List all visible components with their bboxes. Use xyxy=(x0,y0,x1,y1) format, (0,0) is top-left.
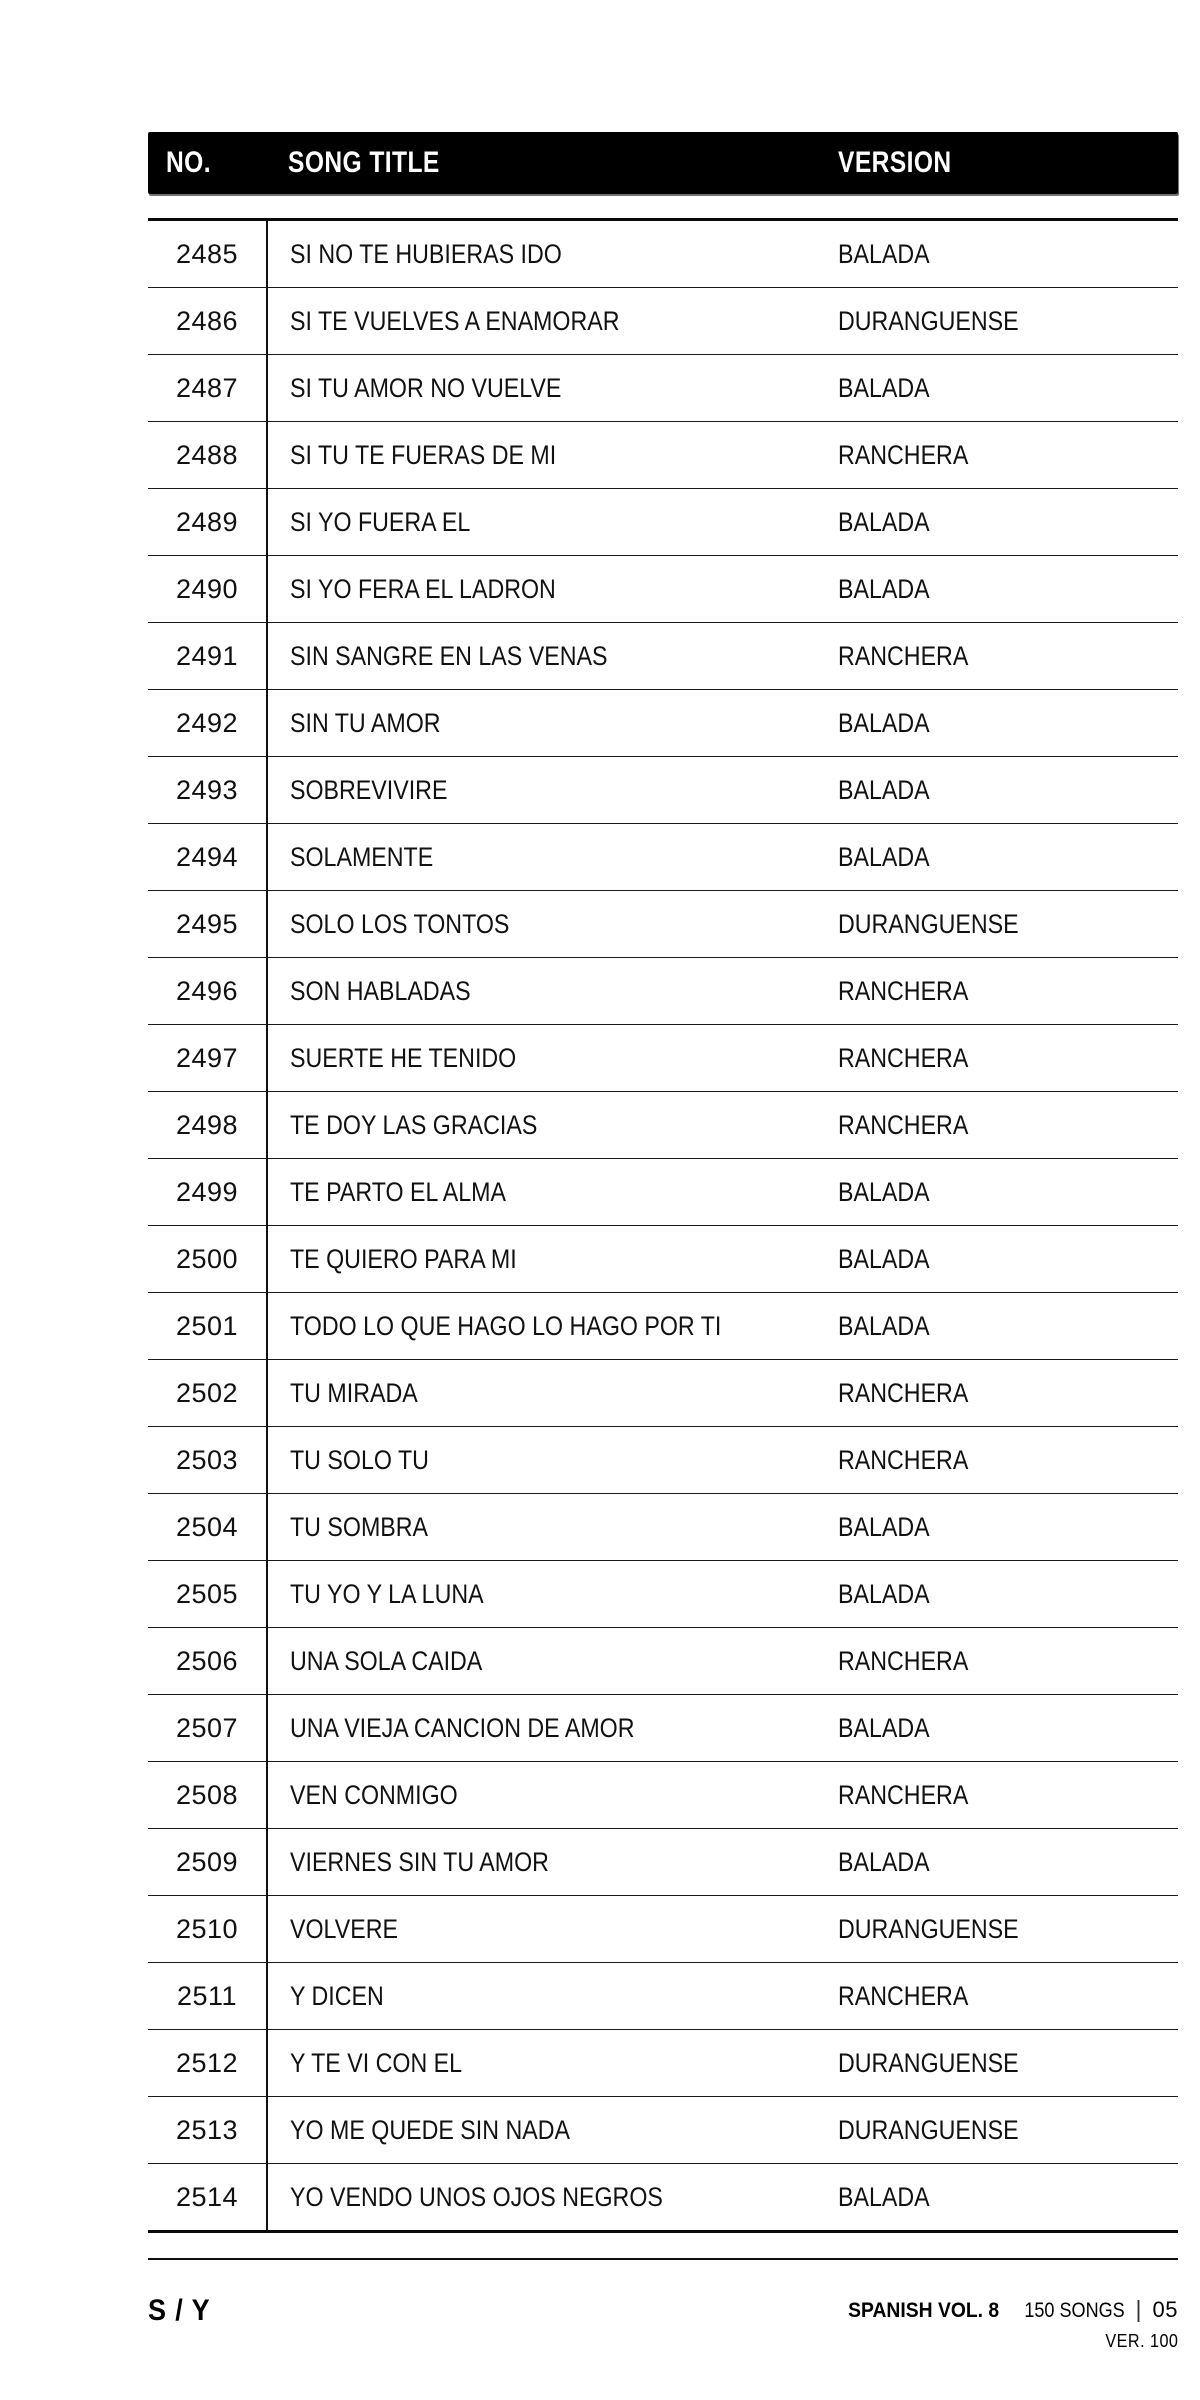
song-number: 2500 xyxy=(175,1243,239,1274)
footer-divider xyxy=(148,2258,1178,2260)
song-version: BALADA xyxy=(838,841,930,872)
song-version: BALADA xyxy=(838,238,930,269)
song-title: VIERNES SIN TU AMOR xyxy=(290,1846,549,1877)
table-row xyxy=(148,1628,1178,1695)
song-title: VEN CONMIGO xyxy=(290,1779,458,1810)
song-number: 2493 xyxy=(175,774,239,805)
song-version: BALADA xyxy=(838,573,930,604)
song-version: BALADA xyxy=(838,1578,930,1609)
song-version: BALADA xyxy=(838,372,930,403)
song-title: SUERTE HE TENIDO xyxy=(290,1042,517,1073)
song-title: SI YO FERA EL LADRON xyxy=(290,573,556,604)
song-title: UNA VIEJA CANCION DE AMOR xyxy=(290,1712,635,1743)
song-number: 2504 xyxy=(175,1511,239,1542)
table-row xyxy=(148,757,1178,824)
table-body xyxy=(148,218,1178,2233)
table-row xyxy=(148,1762,1178,1829)
song-title: TE QUIERO PARA MI xyxy=(290,1243,517,1274)
footer-meta xyxy=(835,2296,1178,2352)
song-number: 2510 xyxy=(175,1913,239,1944)
song-title: YO VENDO UNOS OJOS NEGROS xyxy=(290,2181,663,2212)
table-row xyxy=(148,958,1178,1025)
song-version: RANCHERA xyxy=(838,975,969,1006)
table-row xyxy=(148,1494,1178,1561)
song-number: 2507 xyxy=(175,1712,239,1743)
song-title: SOBREVIVIRE xyxy=(290,774,448,805)
song-number: 2512 xyxy=(175,2047,239,2078)
column-header-song-title: SONG TITLE xyxy=(288,146,440,179)
song-title: TU YO Y LA LUNA xyxy=(290,1578,484,1609)
song-version: DURANGUENSE xyxy=(838,908,1019,939)
song-title: TE DOY LAS GRACIAS xyxy=(290,1109,538,1140)
song-title: VOLVERE xyxy=(290,1913,398,1944)
song-title: SOLAMENTE xyxy=(290,841,434,872)
table-row xyxy=(148,2097,1178,2164)
song-version: BALADA xyxy=(838,2181,930,2212)
song-title: SI TU TE FUERAS DE MI xyxy=(290,439,557,470)
song-version: RANCHERA xyxy=(838,1042,969,1073)
song-number: 2485 xyxy=(175,238,239,269)
song-number: 2503 xyxy=(175,1444,239,1475)
song-version: DURANGUENSE xyxy=(838,1913,1019,1944)
column-header-version: VERSION xyxy=(838,146,952,179)
song-title: SI NO TE HUBIERAS IDO xyxy=(290,238,562,269)
table-row xyxy=(148,2164,1178,2230)
song-title: SI TU AMOR NO VUELVE xyxy=(290,372,562,403)
song-number: 2487 xyxy=(175,372,239,403)
song-number: 2488 xyxy=(175,439,239,470)
song-title: Y DICEN xyxy=(290,1980,384,2011)
table-row xyxy=(148,556,1178,623)
table-row xyxy=(148,1896,1178,1963)
song-number: 2514 xyxy=(175,2181,239,2212)
footer-volume: SPANISH VOL. 8 xyxy=(847,2299,999,2322)
song-title: Y TE VI CON EL xyxy=(290,2047,463,2078)
song-version: BALADA xyxy=(838,1176,930,1207)
song-version: DURANGUENSE xyxy=(838,2114,1019,2145)
song-version: RANCHERA xyxy=(838,640,969,671)
footer-section-range: S / Y xyxy=(148,2294,211,2327)
table-row xyxy=(148,824,1178,891)
table-row xyxy=(148,2030,1178,2097)
table-row xyxy=(148,1360,1178,1427)
table-row xyxy=(148,1427,1178,1494)
song-number: 2494 xyxy=(175,841,239,872)
table-row xyxy=(148,623,1178,690)
song-number: 2505 xyxy=(175,1578,239,1609)
song-version: BALADA xyxy=(838,1846,930,1877)
song-title: YO ME QUEDE SIN NADA xyxy=(290,2114,570,2145)
song-version: DURANGUENSE xyxy=(838,2047,1019,2078)
song-number: 2490 xyxy=(175,573,239,604)
song-number: 2491 xyxy=(175,640,239,671)
table-row xyxy=(148,288,1178,355)
table-row xyxy=(148,1159,1178,1226)
song-number: 2506 xyxy=(175,1645,239,1676)
song-version: DURANGUENSE xyxy=(838,305,1019,336)
song-version: BALADA xyxy=(838,774,930,805)
table-row xyxy=(148,1226,1178,1293)
song-number: 2502 xyxy=(175,1377,239,1408)
table-row xyxy=(148,1695,1178,1762)
song-version: BALADA xyxy=(838,1511,930,1542)
song-number: 2513 xyxy=(175,2114,239,2145)
song-title: TU SOLO TU xyxy=(290,1444,429,1475)
table-header-bar xyxy=(148,132,1178,194)
song-version: RANCHERA xyxy=(838,1109,969,1140)
song-number: 2486 xyxy=(175,305,239,336)
song-number: 2508 xyxy=(175,1779,239,1810)
song-number: 2511 xyxy=(176,1980,238,2011)
song-version: BALADA xyxy=(838,1243,930,1274)
table-row xyxy=(148,1293,1178,1360)
song-title: SOLO LOS TONTOS xyxy=(290,908,510,939)
song-title: TODO LO QUE HAGO LO HAGO POR TI xyxy=(290,1310,722,1341)
song-title: TU MIRADA xyxy=(290,1377,418,1408)
song-title: UNA SOLA CAIDA xyxy=(290,1645,483,1676)
song-title: SIN TU AMOR xyxy=(290,707,441,738)
song-version: BALADA xyxy=(838,1712,930,1743)
song-version: RANCHERA xyxy=(838,1377,969,1408)
footer-page-number: 05 xyxy=(1152,2297,1178,2322)
song-version: RANCHERA xyxy=(838,1779,969,1810)
table-row xyxy=(148,1092,1178,1159)
song-list-table xyxy=(148,132,1178,2233)
song-number: 2501 xyxy=(175,1310,239,1341)
song-title: TE PARTO EL ALMA xyxy=(290,1176,506,1207)
song-number: 2496 xyxy=(175,975,239,1006)
table-row xyxy=(148,355,1178,422)
song-version: BALADA xyxy=(838,707,930,738)
song-number: 2499 xyxy=(175,1176,239,1207)
column-header-no: NO. xyxy=(166,146,211,179)
table-row xyxy=(148,221,1178,288)
song-version: RANCHERA xyxy=(838,1444,969,1475)
footer-version: VER. 100 xyxy=(1105,2331,1178,2351)
table-row xyxy=(148,489,1178,556)
song-number: 2489 xyxy=(175,506,239,537)
table-row xyxy=(148,690,1178,757)
table-row xyxy=(148,1025,1178,1092)
table-row xyxy=(148,1829,1178,1896)
song-number: 2497 xyxy=(175,1042,239,1073)
footer-song-count: 150 SONGS xyxy=(1024,2299,1125,2322)
song-title: SI TE VUELVES A ENAMORAR xyxy=(290,305,620,336)
table-row xyxy=(148,1561,1178,1628)
song-version: BALADA xyxy=(838,506,930,537)
song-title: SIN SANGRE EN LAS VENAS xyxy=(290,640,608,671)
footer-separator: | xyxy=(1135,2296,1142,2322)
song-title: TU SOMBRA xyxy=(290,1511,429,1542)
song-version: BALADA xyxy=(838,1310,930,1341)
table-row xyxy=(148,891,1178,958)
song-number: 2509 xyxy=(175,1846,239,1877)
song-title: SI YO FUERA EL xyxy=(290,506,471,537)
song-version: RANCHERA xyxy=(838,1645,969,1676)
song-number: 2492 xyxy=(175,707,239,738)
song-title: SON HABLADAS xyxy=(290,975,471,1006)
song-number: 2495 xyxy=(175,908,239,939)
song-number: 2498 xyxy=(175,1109,239,1140)
song-version: RANCHERA xyxy=(838,1980,969,2011)
song-version: RANCHERA xyxy=(838,439,969,470)
table-row xyxy=(148,422,1178,489)
table-row xyxy=(148,1963,1178,2030)
